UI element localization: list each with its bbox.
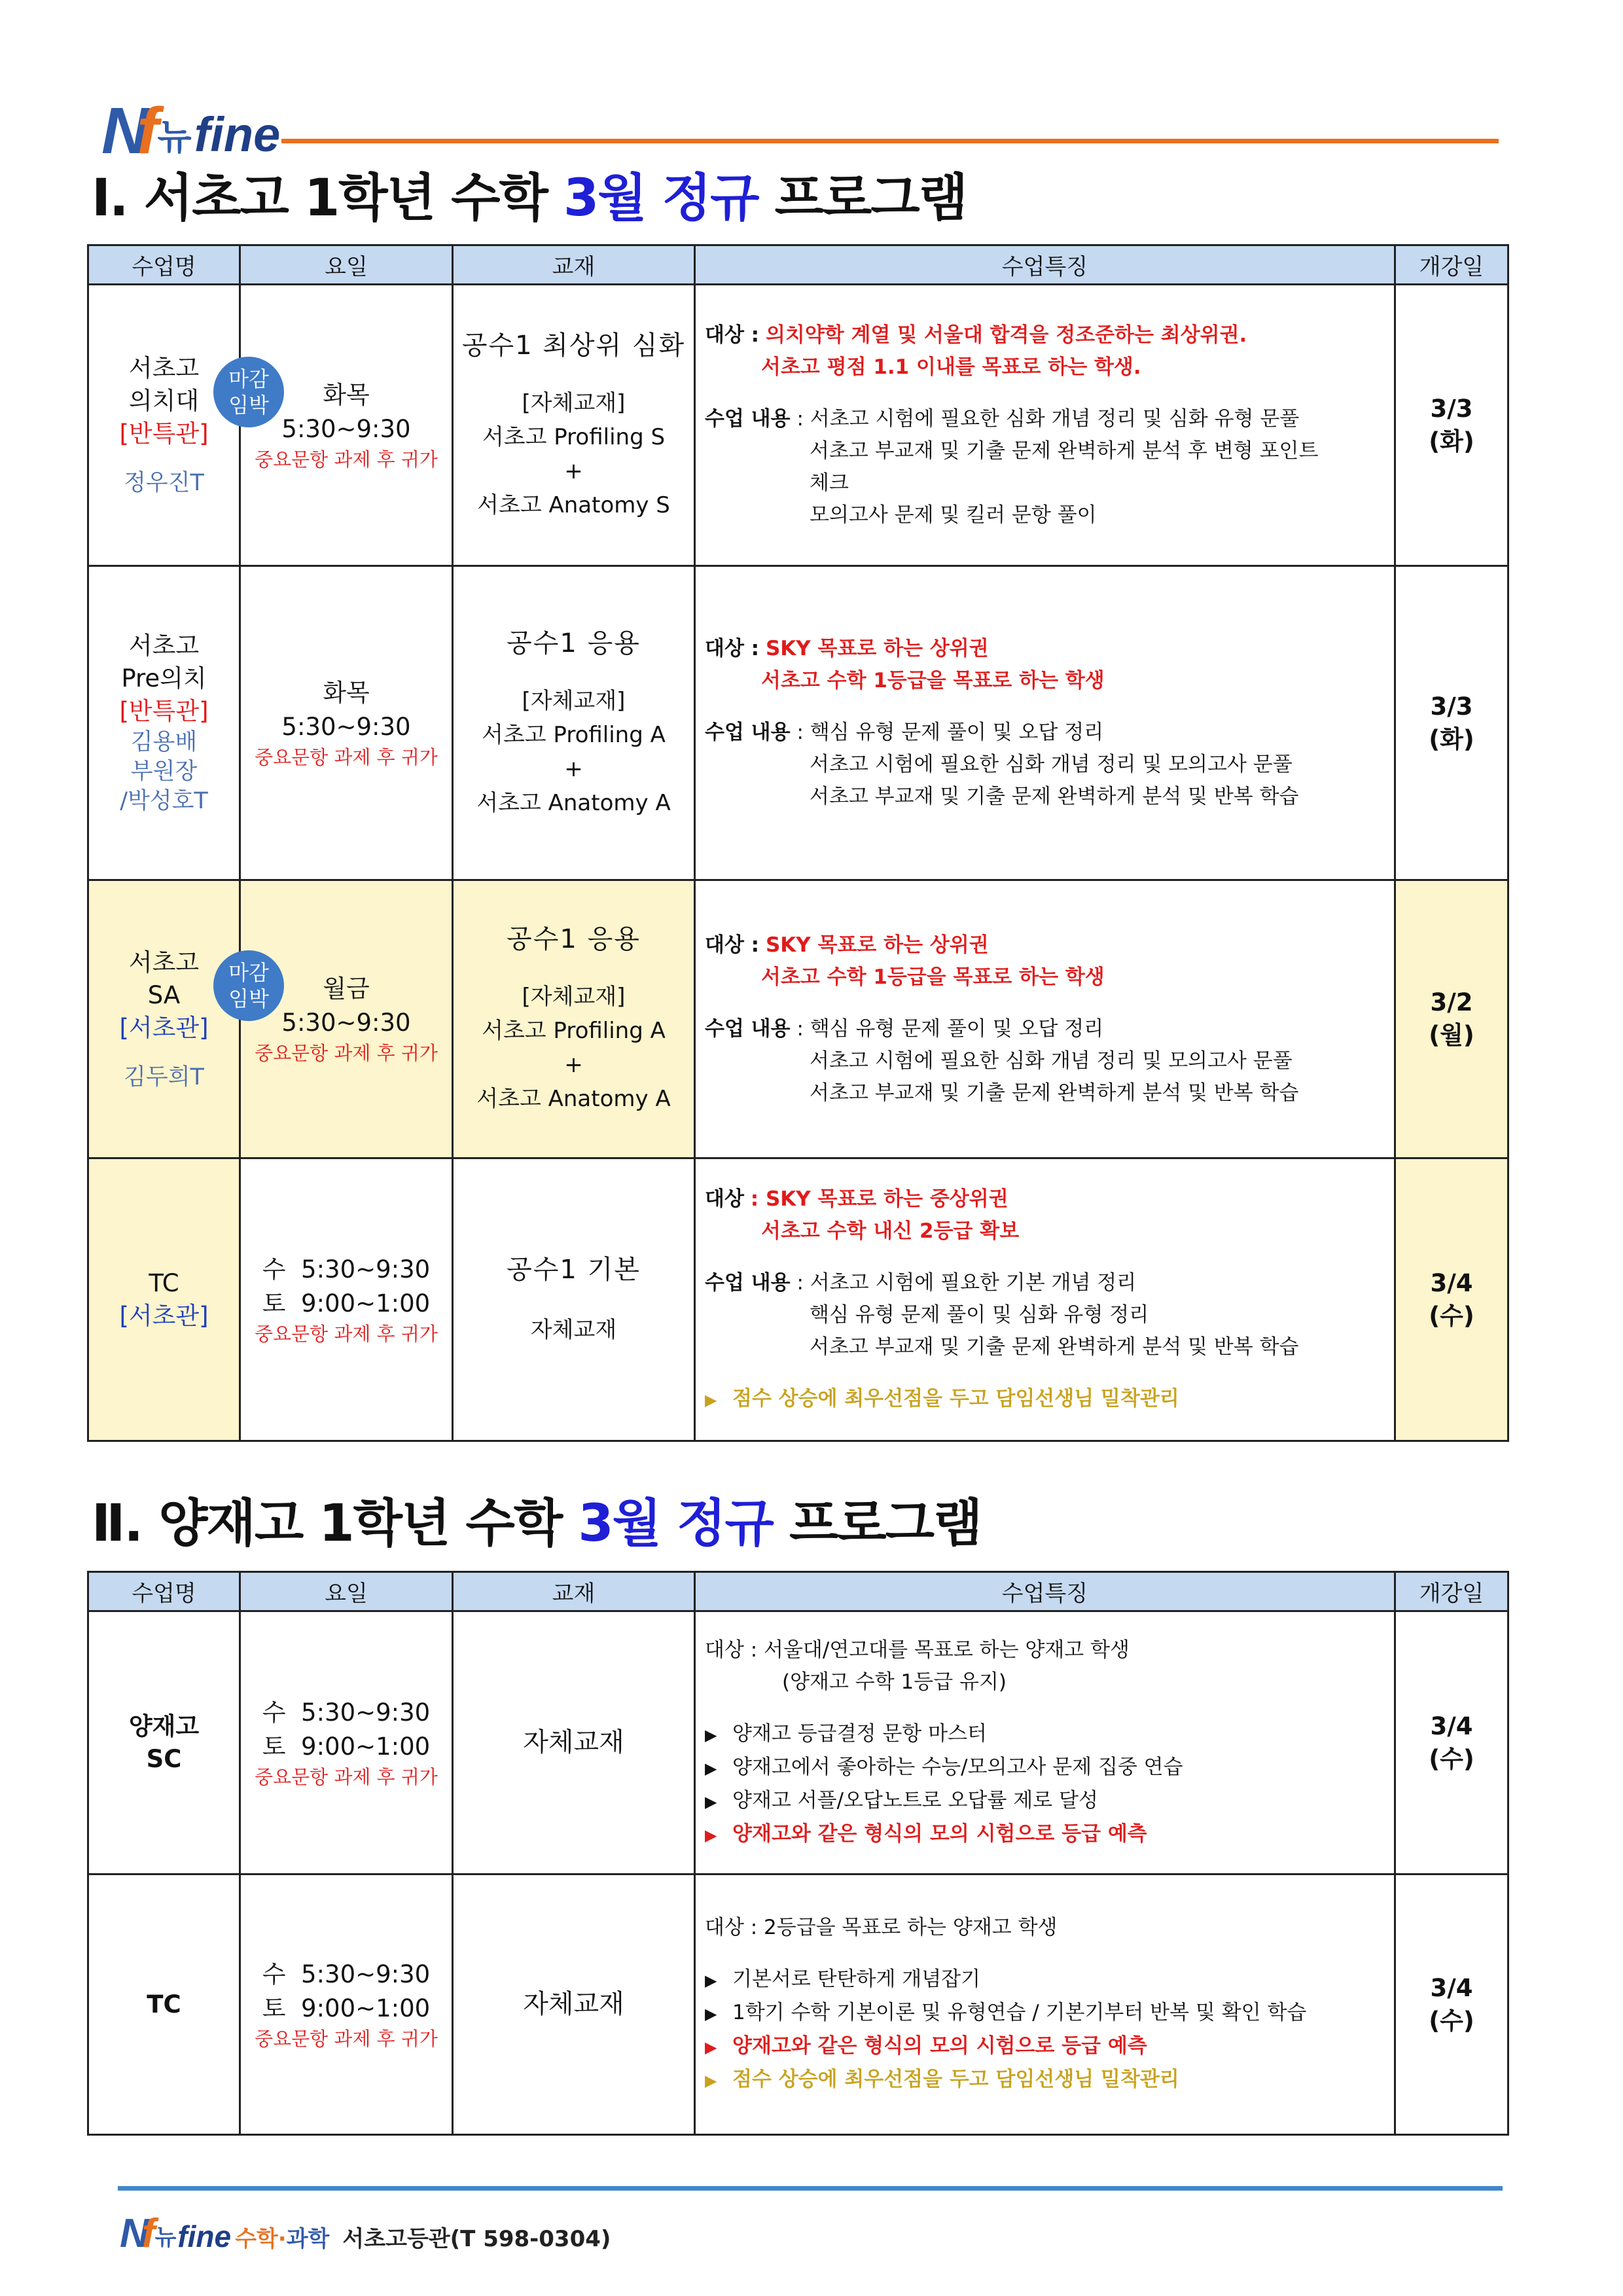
- triangle-bullet-icon: ▶: [705, 2005, 717, 2023]
- class-name-cell: 양재고 SC: [88, 1611, 240, 1874]
- features-cell: 대상 : SKY 목표로 하는 상위권 서초고 수학 1등급을 목표로 하는 학생 수업 내용 : 핵심 유형 문제 풀이 및 오답 정리 서초고 시험에 필요한 심화 개념 정리 및 모의고사 문풀 서초고 부교재 및 기출 문제 완벽하게 분석 및 반복 학습: [695, 566, 1395, 880]
- start-date-cell: 3/2 (월): [1395, 880, 1508, 1158]
- footer-divider: [118, 2186, 1503, 2191]
- features-cell: 대상 : 서울대/연고대를 목표로 하는 양재고 학생 (양재고 수학 1등급 유지) ▶ 양재고 등급결정 문항 마스터 ▶ 양재고에서 좋아하는 수능/모의고사 문제 집중 연습 ▶ 양재고 서플/오답노트로 오답률 제로 달성 ▶ 양재고와 같은 형식의 모의 시험으로 등급 예측: [695, 1611, 1395, 1874]
- section1-title: Ⅰ. 서초고 1학년 수학 3월 정규 프로그램: [92, 169, 967, 228]
- teacher-name: 김용배: [130, 729, 198, 755]
- book-cell: 공수1 응용 [자체교재] 서초고 Profiling A + 서초고 Anatomy A: [453, 880, 695, 1158]
- teacher-name: 정우진T: [124, 470, 204, 496]
- book-cell: 공수1 응용 [자체교재] 서초고 Profiling A + 서초고 Anatomy A: [453, 566, 695, 880]
- class-name-cell: 서초고 SA [서초관] 김두희T: [88, 880, 240, 1158]
- book-cell: 공수1 최상위 심화 [자체교재] 서초고 Profiling S + 서초고 Anatomy S: [453, 285, 695, 566]
- deadline-badge: 마감 임박: [213, 357, 284, 427]
- header-features: 수업특징: [695, 245, 1395, 285]
- header-features: 수업특징: [695, 1572, 1395, 1611]
- triangle-bullet-icon: ▶: [705, 1825, 717, 1844]
- day-cell: 월금 5:30~9:30 중요문항 과제 후 귀가: [240, 880, 453, 1158]
- day-cell: 화목 5:30~9:30 중요문항 과제 후 귀가: [240, 566, 453, 880]
- table-header-row: [88, 245, 1508, 285]
- footer-logo: Nf 뉴 fine 수학·과학 서초고등관(T 598-0304): [120, 2211, 611, 2256]
- class-name-cell: TC [서초관]: [88, 1158, 240, 1441]
- day-cell: 수 5:30~9:30 토 9:00~1:00 중요문항 과제 후 귀가: [240, 1874, 453, 2135]
- triangle-bullet-icon: ▶: [705, 1971, 717, 1990]
- triangle-bullet-icon: ▶: [705, 1390, 717, 1409]
- header-divider: [281, 139, 1499, 143]
- footer-branch-contact: 서초고등관(T 598-0304): [342, 2226, 611, 2252]
- header-book: 교재: [453, 1572, 695, 1611]
- day-cell: 수 5:30~9:30 토 9:00~1:00 중요문항 과제 후 귀가: [240, 1611, 453, 1874]
- triangle-bullet-icon: ▶: [705, 1792, 717, 1811]
- logo-fine: fine: [194, 107, 281, 162]
- book-cell: 자체교재: [453, 1874, 695, 2135]
- table-row: [88, 1611, 1508, 1874]
- start-date-cell: 3/3 (화): [1395, 285, 1508, 566]
- seocho-program-table: [87, 244, 1509, 1442]
- header-class-name: 수업명: [88, 245, 240, 285]
- table-row: [88, 285, 1508, 566]
- header-start-date: 개강일: [1395, 1572, 1508, 1611]
- day-cell: 수 5:30~9:30 토 9:00~1:00 중요문항 과제 후 귀가: [240, 1158, 453, 1441]
- header-book: 교재: [453, 245, 695, 285]
- features-cell: 대상 : SKY 목표로 하는 중상위권 서초고 수학 내신 2등급 확보 수업 내용 : 서초고 시험에 필요한 기본 개념 정리 핵심 유형 문제 풀이 및 심화 유형 정리 서초고 부교재 및 기출 문제 완벽하게 분석 및 반복 학습 ▶ 점수 상승에 최우선점을 두고 담임선생님 밀착관리: [695, 1158, 1395, 1441]
- class-name-cell: TC: [88, 1874, 240, 2135]
- yangjae-program-table: [87, 1571, 1509, 2136]
- section2-title: Ⅱ. 양재고 1학년 수학 3월 정규 프로그램: [92, 1494, 982, 1553]
- day-cell: 화목 5:30~9:30 중요문항 과제 후 귀가: [240, 285, 453, 566]
- triangle-bullet-icon: ▶: [705, 2038, 717, 2056]
- class-name-cell: 서초고 의치대 [반특관] 정우진T: [88, 285, 240, 566]
- class-name-cell: 서초고 Pre의치 [반특관] 김용배 부원장 /박성호T: [88, 566, 240, 880]
- teacher-name: 김두희T: [124, 1064, 204, 1090]
- logo-mark: Nf: [120, 2211, 149, 2256]
- features-cell: 대상 : 의치약학 계열 및 서울대 합격을 정조준하는 최상위권. 서초고 평점 1.1 이내를 목표로 하는 학생. 수업 내용 : 서초고 시험에 필요한 심화 개념 정리 및 심화 유형 문풀 서초고 부교재 및 기출 문제 완벽하게 분석 후 변형 포인트 체크 모의고사 문제 및 킬러 문항 풀이: [695, 285, 1395, 566]
- deadline-badge: 마감 임박: [213, 950, 284, 1021]
- header-day: 요일: [240, 245, 453, 285]
- triangle-bullet-icon: ▶: [705, 2072, 717, 2090]
- book-cell: 공수1 기본 자체교재: [453, 1158, 695, 1441]
- start-date-cell: 3/4 (수): [1395, 1874, 1508, 2135]
- logo-korean: 뉴: [157, 117, 192, 158]
- start-date-cell: 3/4 (수): [1395, 1611, 1508, 1874]
- table-header-row: [88, 1572, 1508, 1611]
- table-row: [88, 1874, 1508, 2135]
- brand-logo: [101, 94, 281, 168]
- features-cell: 대상 : 2등급을 목표로 하는 양재고 학생 ▶ 기본서로 탄탄하게 개념잡기 ▶ 1학기 수학 기본이론 및 유형연습 / 기본기부터 반복 및 확인 학습 ▶ 양재고와 같은 형식의 모의 시험으로 등급 예측 ▶ 점수 상승에 최우선점을 두고 담임선생님 밀착관리: [695, 1874, 1395, 2135]
- header-day: 요일: [240, 1572, 453, 1611]
- footer-subjects: 수학·과학: [235, 2226, 330, 2252]
- book-cell: 자체교재: [453, 1611, 695, 1874]
- features-cell: 대상 : SKY 목표로 하는 상위권 서초고 수학 1등급을 목표로 하는 학생 수업 내용 : 핵심 유형 문제 풀이 및 오답 정리 서초고 시험에 필요한 심화 개념 정리 및 모의고사 문풀 서초고 부교재 및 기출 문제 완벽하게 분석 및 반복 학습: [695, 880, 1395, 1158]
- header-class-name: 수업명: [88, 1572, 240, 1611]
- triangle-bullet-icon: ▶: [705, 1725, 717, 1744]
- start-date-cell: 3/4 (수): [1395, 1158, 1508, 1441]
- table-row: [88, 566, 1508, 880]
- triangle-bullet-icon: ▶: [705, 1759, 717, 1778]
- header-start-date: 개강일: [1395, 245, 1508, 285]
- logo-mark: Nf: [101, 94, 147, 168]
- start-date-cell: 3/3 (화): [1395, 566, 1508, 880]
- table-row: [88, 1158, 1508, 1441]
- table-row: [88, 880, 1508, 1158]
